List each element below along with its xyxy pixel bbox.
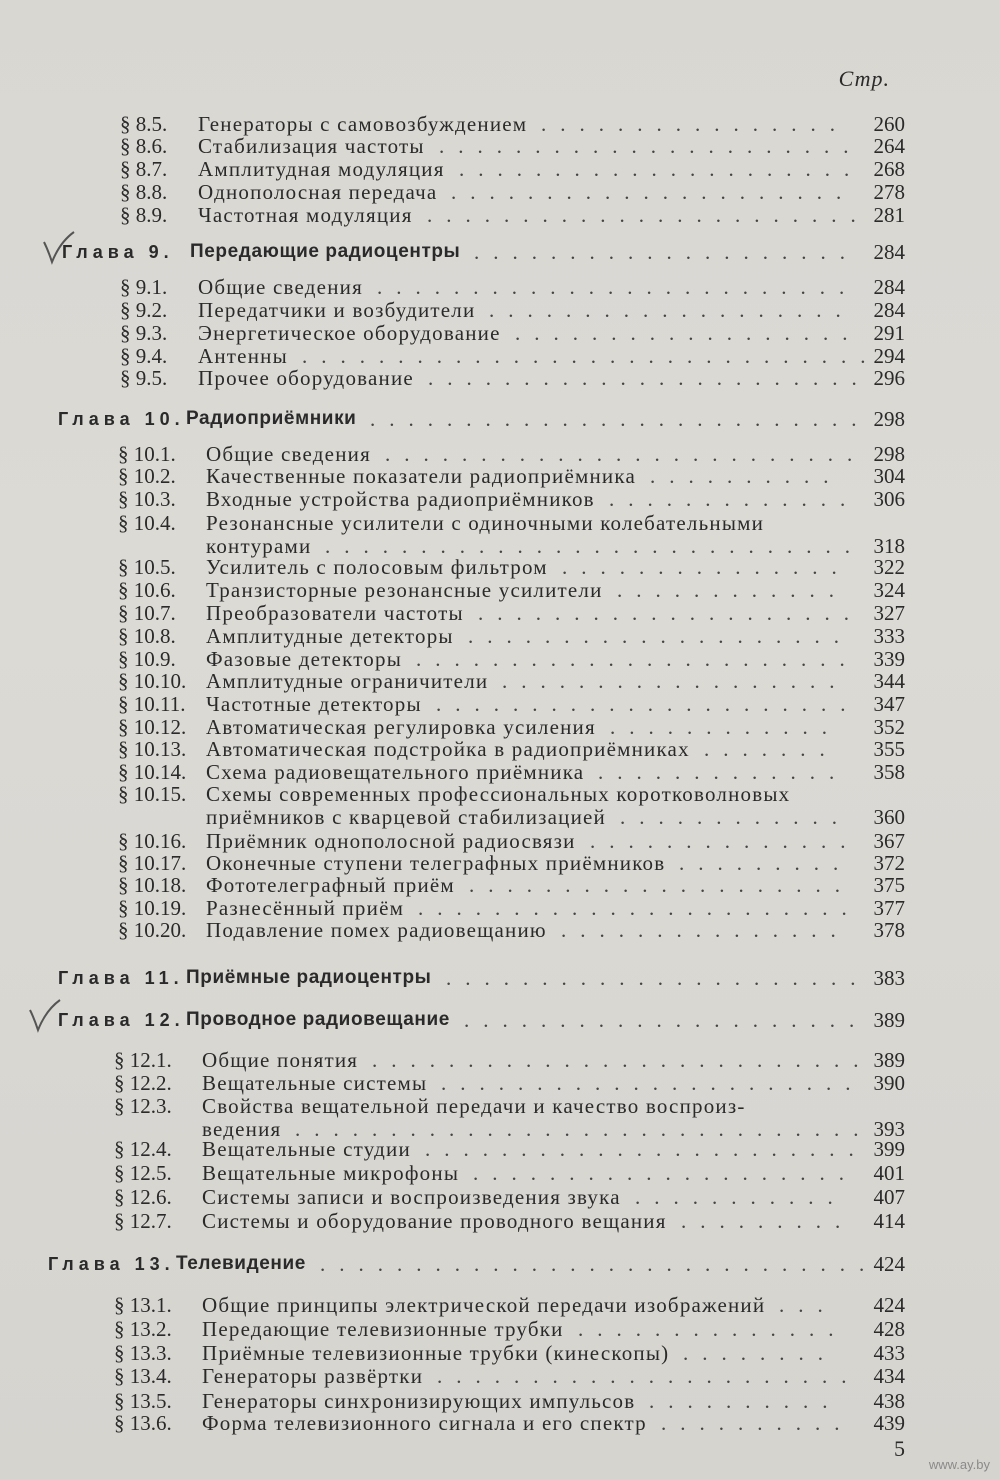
section-number: § 10.18. — [118, 873, 187, 897]
section-number: § 9.4. — [120, 344, 168, 368]
section-entry — [0, 1209, 1000, 1233]
section-title: Системы записи и воспроизведения звука — [202, 1185, 621, 1209]
page-reference: 367 — [873, 829, 905, 853]
section-entry — [0, 760, 1000, 784]
chapter-title: Передающие радиоцентры — [190, 241, 461, 262]
page-reference: 438 — [873, 1389, 905, 1413]
section-number: § 8.6. — [120, 134, 168, 158]
section-number: § 9.2. — [120, 298, 168, 322]
section-entry — [0, 918, 1000, 942]
page-reference: 284 — [873, 240, 905, 264]
section-entry — [0, 1161, 1000, 1185]
section-title: Общие сведения — [206, 442, 371, 466]
dot-leader: ...................... — [437, 1364, 861, 1388]
page-reference: 383 — [873, 966, 905, 990]
section-entry — [0, 669, 1000, 693]
section-entry — [0, 275, 1000, 299]
page-reference: 401 — [873, 1161, 905, 1185]
section-title: Вещательные студии — [202, 1137, 411, 1161]
section-number: § 10.19. — [118, 896, 187, 920]
section-title: Схема радиовещательного приёмника — [206, 760, 585, 784]
page-reference: 390 — [873, 1071, 905, 1095]
dot-leader: ......... — [681, 1209, 855, 1233]
dot-leader: ...................... — [436, 692, 860, 716]
section-number: § 12.1. — [114, 1048, 172, 1072]
section-entry — [0, 1341, 1000, 1365]
section-title: Генераторы синхронизирующих импульсов — [202, 1389, 636, 1413]
section-entry — [0, 1137, 1000, 1161]
section-number: § 9.3. — [120, 321, 168, 345]
dot-leader: .......... — [650, 464, 843, 488]
pencil-checkmark-icon — [42, 228, 76, 268]
dot-leader: ............... — [561, 918, 850, 942]
section-entry — [0, 873, 1000, 897]
chapter-entry — [0, 1008, 1000, 1032]
page-reference: 339 — [873, 647, 905, 671]
dot-leader: ........... — [635, 1185, 847, 1209]
section-number: § 10.5. — [118, 555, 176, 579]
section-entry — [0, 829, 1000, 853]
section-entry — [0, 851, 1000, 875]
dot-leader: .................... — [478, 601, 863, 625]
section-number: § 10.8. — [118, 624, 176, 648]
section-entry — [0, 737, 1000, 761]
section-number: § 8.9. — [120, 203, 168, 227]
section-number: § 9.1. — [120, 275, 168, 299]
section-entry — [0, 1185, 1000, 1209]
page-reference: 344 — [873, 669, 905, 693]
section-title: Передатчики и возбудители — [198, 298, 476, 322]
page-reference: 389 — [873, 1048, 905, 1072]
dot-leader: .................. — [515, 321, 862, 345]
section-title: Системы и оборудование проводного вещания — [202, 1209, 667, 1233]
pencil-checkmark-icon — [28, 996, 62, 1036]
dot-leader: ............ — [610, 715, 841, 739]
dot-leader: ....................... — [428, 366, 871, 390]
section-number: § 12.7. — [114, 1209, 172, 1233]
section-entry — [0, 1411, 1000, 1435]
section-title: Преобразователи частоты — [206, 601, 464, 625]
section-title: Подавление помех радиовещанию — [206, 918, 547, 942]
section-entry — [0, 511, 1000, 535]
dot-leader: ..................... — [451, 180, 856, 204]
page-reference: 281 — [873, 203, 905, 227]
chapter-entry — [0, 1252, 1000, 1276]
section-number: § 10.14. — [118, 760, 187, 784]
dot-leader: .............. — [590, 829, 860, 853]
section-title: Вещательные микрофоны — [202, 1161, 460, 1185]
section-title: Приёмные телевизионные трубки (кинескопы) — [202, 1341, 670, 1365]
section-title: Общие понятия — [202, 1048, 359, 1072]
dot-leader: ... — [779, 1293, 837, 1317]
section-number: § 10.12. — [118, 715, 187, 739]
section-title: Прочее оборудование — [198, 366, 414, 390]
chapter-title: Радиоприёмники — [186, 408, 357, 429]
section-number: § 10.16. — [118, 829, 187, 853]
dot-leader: ..................... — [459, 157, 864, 181]
dot-leader: ......... — [679, 851, 853, 875]
dot-leader: .................... — [469, 873, 854, 897]
page-reference: 407 — [873, 1185, 905, 1209]
dot-leader: ............................ — [325, 534, 864, 558]
dot-leader: ................... — [489, 298, 855, 322]
section-entry — [0, 896, 1000, 920]
section-number: § 10.11. — [118, 692, 186, 716]
section-number: § 10.7. — [118, 601, 176, 625]
dot-leader: ......................... — [377, 275, 859, 299]
page-reference: 355 — [873, 737, 905, 761]
section-entry — [0, 624, 1000, 648]
section-number: § 9.5. — [120, 366, 168, 390]
dot-leader: .......................... — [370, 407, 871, 431]
dot-leader: ......................... — [385, 442, 867, 466]
section-number: § 10.3. — [118, 487, 176, 511]
section-title: Форма телевизионного сигнала и его спектр — [202, 1411, 647, 1435]
page-reference: 424 — [873, 1293, 905, 1317]
chapter-title: Приёмные радиоцентры — [186, 967, 432, 988]
section-title: Частотные детекторы — [206, 692, 422, 716]
chapter-number: Глава 11. — [58, 968, 184, 988]
section-title: Фототелеграфный приём — [206, 873, 455, 897]
section-title: Стабилизация частоты — [198, 134, 425, 158]
dot-leader: .............................. — [302, 344, 880, 368]
section-title: Автоматическая регулировка усиления — [206, 715, 596, 739]
section-number: § 13.5. — [114, 1389, 172, 1413]
chapter-number: Глава 10. — [58, 409, 185, 429]
page-reference: 360 — [873, 805, 905, 829]
section-title: Резонансные усилители с одиночными колебательными — [206, 511, 765, 535]
section-entry — [0, 442, 1000, 466]
page-reference: 298 — [873, 442, 905, 466]
dot-leader: .......... — [649, 1389, 842, 1413]
section-title: Общие сведения — [198, 275, 363, 299]
section-number: § 10.13. — [118, 737, 187, 761]
section-number: § 12.5. — [114, 1161, 172, 1185]
section-entry — [0, 464, 1000, 488]
page-reference: 324 — [873, 578, 905, 602]
section-title-continuation — [0, 805, 1000, 829]
section-entry — [0, 487, 1000, 511]
dot-leader: ............ — [617, 578, 848, 602]
chapter-number: Глава 13. — [48, 1254, 175, 1274]
page-reference: 322 — [873, 555, 905, 579]
section-number: § 10.17. — [118, 851, 187, 875]
dot-leader: ............ — [620, 805, 851, 829]
section-title: Свойства вещательной передачи и качество воспроиз- — [202, 1094, 746, 1118]
page-reference: 294 — [873, 344, 905, 368]
section-entry — [0, 1317, 1000, 1341]
section-title: Амплитудные ограничители — [206, 669, 489, 693]
dot-leader: ............. — [598, 760, 849, 784]
section-number: § 12.3. — [114, 1094, 172, 1118]
page-reference: 260 — [873, 112, 905, 136]
section-title: Качественные показатели радиоприёмника — [206, 464, 636, 488]
section-number: § 10.4. — [118, 511, 176, 535]
section-title: Генераторы с самовозбуждением — [198, 112, 528, 136]
dot-leader: .................... — [473, 1161, 858, 1185]
section-number: § 12.2. — [114, 1071, 172, 1095]
section-title: Разнесённый приём — [206, 896, 405, 920]
section-number: § 10.6. — [118, 578, 176, 602]
dot-leader: ............. — [609, 487, 860, 511]
section-title: Фазовые детекторы — [206, 647, 403, 671]
section-number: § 8.8. — [120, 180, 168, 204]
section-title: Схемы современных профессиональных коротковолновых — [206, 782, 791, 806]
watermark: www.ay.by — [928, 1457, 990, 1472]
dot-leader: ................ — [541, 112, 849, 136]
section-title: Оконечные ступени телеграфных приёмников — [206, 851, 666, 875]
dot-leader: ....... — [704, 737, 839, 761]
section-entry — [0, 366, 1000, 390]
chapter-entry — [0, 240, 1000, 264]
dot-leader: .............................. — [295, 1117, 873, 1141]
section-entry — [0, 1364, 1000, 1388]
dot-leader: ....................... — [416, 647, 859, 671]
chapter-entry — [0, 966, 1000, 990]
dot-leader: .............. — [578, 1317, 848, 1341]
page-reference: 347 — [873, 692, 905, 716]
dot-leader: ...................... — [439, 134, 863, 158]
section-title: Генераторы развёртки — [202, 1364, 424, 1388]
section-title: Передающие телевизионные трубки — [202, 1317, 564, 1341]
section-title: Амплитудные детекторы — [206, 624, 454, 648]
dot-leader: ...................... — [441, 1071, 865, 1095]
page-reference: 304 — [873, 464, 905, 488]
page-reference: 424 — [873, 1252, 905, 1276]
chapter-number: Глава 9. — [62, 242, 174, 262]
section-entry — [0, 344, 1000, 368]
section-number: § 10.20. — [118, 918, 187, 942]
page-number: 5 — [894, 1436, 905, 1461]
page-reference: 284 — [873, 275, 905, 299]
dot-leader: .................... — [468, 624, 853, 648]
page-reference: 433 — [873, 1341, 905, 1365]
dot-leader: .......... — [661, 1411, 854, 1435]
section-entry — [0, 112, 1000, 136]
section-entry — [0, 1094, 1000, 1118]
page-reference: 306 — [873, 487, 905, 511]
page-reference: 358 — [873, 760, 905, 784]
page-reference: 399 — [873, 1137, 905, 1161]
section-entry — [0, 601, 1000, 625]
dot-leader: .................... — [474, 240, 859, 264]
section-title: Усилитель с полосовым фильтром — [206, 555, 548, 579]
page-reference: 296 — [873, 366, 905, 390]
section-title: Автоматическая подстройка в радиоприёмниках — [206, 737, 690, 761]
page-reference: 439 — [873, 1411, 905, 1435]
page-reference: 298 — [873, 407, 905, 431]
page-reference: 264 — [873, 134, 905, 158]
section-entry — [0, 715, 1000, 739]
page-reference: 333 — [873, 624, 905, 648]
page-reference: 268 — [873, 157, 905, 181]
chapter-entry — [0, 407, 1000, 431]
dot-leader: .................. — [502, 669, 849, 693]
section-title: Энергетическое оборудование — [198, 321, 501, 345]
section-number: § 10.1. — [118, 442, 176, 466]
page-reference: 375 — [873, 873, 905, 897]
section-entry — [0, 578, 1000, 602]
section-entry — [0, 692, 1000, 716]
section-number: § 10.15. — [118, 782, 187, 806]
page-reference: 414 — [873, 1209, 905, 1233]
dot-leader: ........ — [683, 1341, 837, 1365]
section-entry — [0, 1048, 1000, 1072]
section-title: Амплитудная модуляция — [198, 157, 445, 181]
dot-leader: .......................... — [372, 1048, 873, 1072]
section-entry — [0, 1389, 1000, 1413]
section-title: Транзисторные резонансные усилители — [206, 578, 603, 602]
page-reference: 284 — [873, 298, 905, 322]
section-entry — [0, 647, 1000, 671]
section-number: § 13.4. — [114, 1364, 172, 1388]
section-number: § 13.3. — [114, 1341, 172, 1365]
section-title-line2: контурами — [206, 534, 312, 558]
section-entry — [0, 180, 1000, 204]
section-number: § 8.7. — [120, 157, 168, 181]
section-title: Общие принципы электрической передачи изображений — [202, 1293, 766, 1317]
section-number: § 10.10. — [118, 669, 187, 693]
section-entry — [0, 555, 1000, 579]
page-reference: 377 — [873, 896, 905, 920]
chapter-number: Глава 12. — [58, 1010, 185, 1030]
section-number: § 10.9. — [118, 647, 176, 671]
dot-leader: ...................... — [446, 966, 870, 990]
section-entry — [0, 782, 1000, 806]
section-entry — [0, 321, 1000, 345]
dot-leader: ..................... — [464, 1008, 869, 1032]
page-reference: 434 — [873, 1364, 905, 1388]
section-entry — [0, 1293, 1000, 1317]
page-reference: 352 — [873, 715, 905, 739]
page-reference: 291 — [873, 321, 905, 345]
dot-leader: ....................... — [427, 203, 870, 227]
section-entry — [0, 1071, 1000, 1095]
page-reference: 428 — [873, 1317, 905, 1341]
dot-leader: ....................... — [425, 1137, 868, 1161]
section-entry — [0, 203, 1000, 227]
page-reference: 327 — [873, 601, 905, 625]
section-title: Приёмник однополосной радиосвязи — [206, 829, 576, 853]
section-number: § 12.4. — [114, 1137, 172, 1161]
section-title: Антенны — [198, 344, 288, 368]
page-reference: 278 — [873, 180, 905, 204]
section-title: Частотная модуляция — [198, 203, 413, 227]
page-reference: 378 — [873, 918, 905, 942]
chapter-title: Телевидение — [176, 1253, 306, 1274]
dot-leader: ............................. — [320, 1252, 879, 1276]
page-reference: 318 — [873, 534, 905, 558]
dot-leader: ....................... — [418, 896, 861, 920]
page-column-header: Стр. — [838, 66, 890, 91]
section-title: Входные устройства радиоприёмников — [206, 487, 595, 511]
page-reference: 389 — [873, 1008, 905, 1032]
section-entry — [0, 134, 1000, 158]
chapter-title: Проводное радиовещание — [186, 1009, 450, 1030]
dot-leader: ............... — [562, 555, 851, 579]
section-entry — [0, 157, 1000, 181]
page-reference: 393 — [873, 1117, 905, 1141]
section-number: § 8.5. — [120, 112, 168, 136]
section-title-line2: приёмников с кварцевой стабилизацией — [206, 805, 606, 829]
page-reference: 372 — [873, 851, 905, 875]
section-number: § 12.6. — [114, 1185, 172, 1209]
section-number: § 13.1. — [114, 1293, 172, 1317]
section-title-line2: ведения — [202, 1117, 282, 1141]
section-number: § 13.6. — [114, 1411, 172, 1435]
section-title: Однополосная передача — [198, 180, 438, 204]
section-number: § 13.2. — [114, 1317, 172, 1341]
section-entry — [0, 298, 1000, 322]
section-title: Вещательные системы — [202, 1071, 428, 1095]
section-number: § 10.2. — [118, 464, 176, 488]
